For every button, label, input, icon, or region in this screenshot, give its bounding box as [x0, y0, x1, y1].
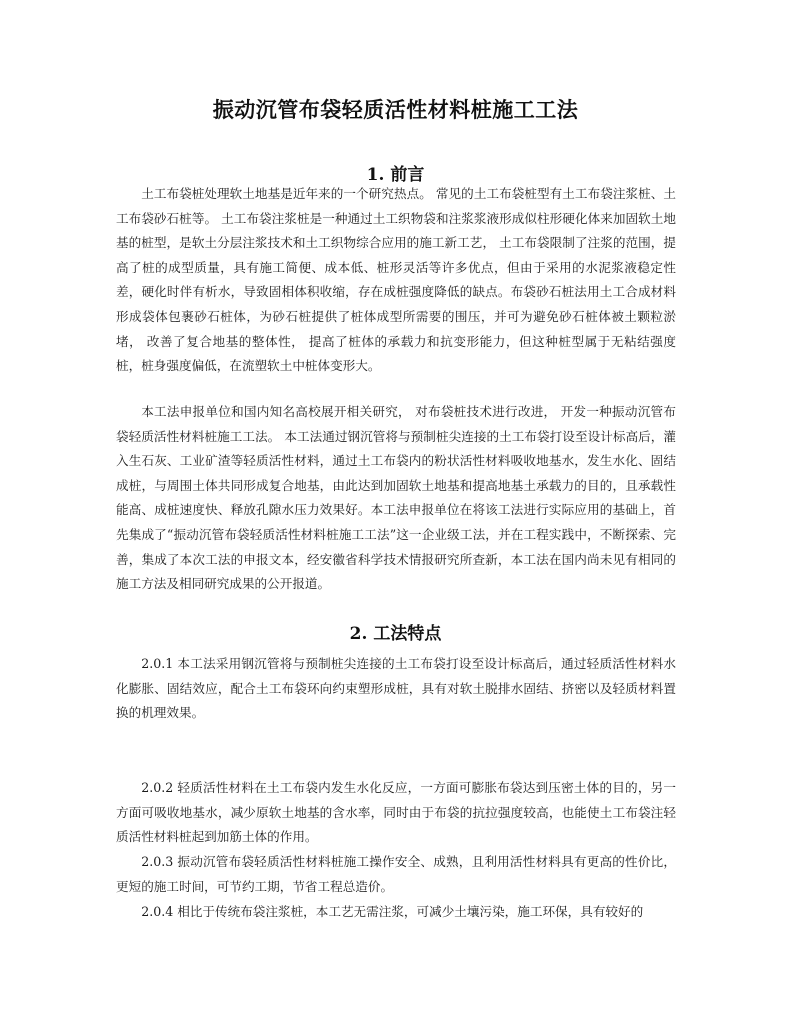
document-title: 振动沉管布袋轻质活性材料桩施工工法 — [212, 97, 579, 122]
paragraph: 2.0.1 本工法采用钢沉管将与预制桩尖连接的土工布袋打设至设计标高后，通过轻质活性材料水化膨胀、固结效应，配合土工布袋环向约束塑形成桩，具有对软土脱排水固结、挤密以及轻质材料置换的机理效果。 — [116, 656, 676, 721]
section-heading-features: 2. 工法特点 — [349, 624, 442, 644]
section-heading-preface: 1. 前言 — [366, 165, 425, 185]
paragraph: 2.0.2 轻质活性材料在土工布袋内发生水化反应，一方面可膨胀布袋达到压密土体的目的，另一方面可吸收地基水，减少原软土地基的含水率，同时由于布袋的抗拉强度较高，也能使土工布袋注轻质活性材料桩起到加筋土体的作用。 — [116, 780, 676, 845]
paragraph: 2.0.3 振动沉管布袋轻质活性材料桩施工操作安全、成熟，且利用活性材料具有更高的性价比，更短的施工时间，可节约工期，节省工程总造价。 — [116, 854, 676, 894]
paragraph: 2.0.4 相比于传统布袋注浆桩，本工艺无需注浆，可减少土壤污染，施工环保，具有较好的 — [141, 904, 644, 919]
paragraph: 土工布袋桩处理软土地基是近年来的一个研究热点。 常见的土工布袋桩型有土工布袋注浆桩、土工布袋砂石桩等。 土工布袋注浆桩是一种通过土工织物袋和注浆浆液形成似柱形硬化体来加固软土地基的桩型，是软土分层注浆技术和土工织物综合应用的施工新工艺， 土工布袋限制了注浆的范围，提高了桩的成型质量，具有施工简便、成本低、桩形灵活等许多优点，但由于采用的水泥浆液稳定性差，硬化时伴有析水，导致固相体积收缩，存在成桩强度降低的缺点。布袋砂石桩法用土工合成材料形成袋体包裹砂石桩体，为砂石桩提供了桩体成型所需要的围压，并可为避免砂石桩体被土颗粒淤堵， 改善了复合地基的整体性， 提高了桩体的承载力和抗变形能力，但这种桩型属于无粘结强度桩，桩身强度偏低，在流塑软土中桩体变形大。 — [116, 186, 676, 374]
paragraph: 本工法申报单位和国内知名高校展开相关研究， 对布袋桩技术进行改进， 开发一种振动沉管布袋轻质活性材料桩施工工法。 本工法通过钢沉管将与预制桩尖连接的土工布袋打设至设计标高后，灌入生石灰、工业矿渣等轻质活性材料，通过土工布袋内的粉状活性材料吸收地基水，发生水化、固结成桩，与周围土体共同形成复合地基，由此达到加固软土地基和提高地基土承载力的目的，且承载性能高、成桩速度快、释放孔隙水压力效果好。本工法申报单位在将该工法进行实际应用的基础上，首先集成了“振动沉管布袋轻质活性材料桩施工工法”这一企业级工法，并在工程实践中，不断探索、完善，集成了本次工法的申报文本，经安徽省科学技术情报研究所查新，本工法在国内尚未见有相同的施工方法及相同研究成果的公开报道。 — [116, 404, 676, 592]
